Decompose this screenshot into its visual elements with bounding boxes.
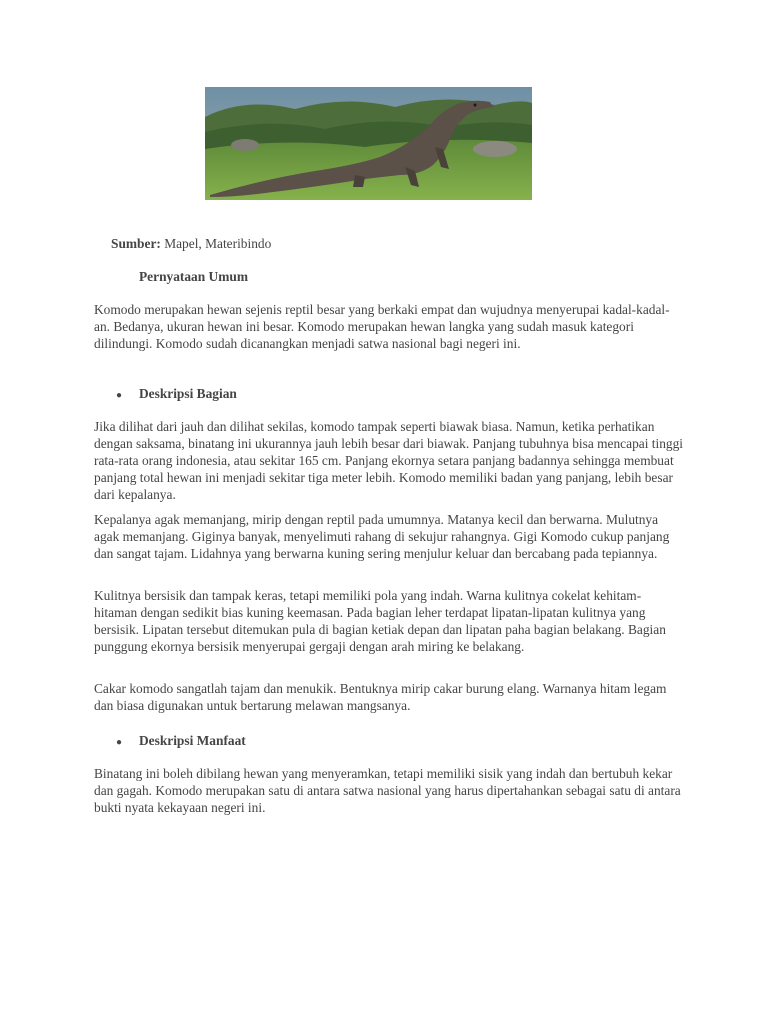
heading-parts: Deskripsi Bagian <box>139 386 237 401</box>
komodo-photo <box>205 87 532 200</box>
paragraph-general-statement: Komodo merupakan hewan sejenis reptil besar yang berkaki empat dan wujudnya menyerupai kadal-kadal-an. Bedanya, ukuran hewan ini besar. Komodo merupakan hewan langka yang sudah masuk kategori dilindungi. Komodo sudah dicanangkan menjadi satwa nasional bagi negeri ini. <box>94 302 670 351</box>
bullet-icon: ● <box>116 737 123 748</box>
bullet-heading-parts <box>116 385 237 404</box>
paragraph-parts-2: Kepalanya agak memanjang, mirip dengan reptil pada umumnya. Matanya kecil dan berwarna. Mulutnya agak memanjang. Giginya banyak, menyelimuti rahang di sekujur rahangnya. Gigi Komodo cukup panjang dan sangat tajam. Lidahnya yang berwarna kuning sering menjulur keluar dan bercabang pada tepiannya. <box>94 512 670 561</box>
source-label: Sumber: <box>111 236 161 251</box>
source-value: Mapel, Materibindo <box>164 236 272 251</box>
image-source <box>111 235 271 252</box>
heading-general-statement: Pernyataan Umum <box>139 269 248 284</box>
bullet-icon: ● <box>116 390 123 401</box>
paragraph-parts-1: Jika dilihat dari jauh dan dilihat sekilas, komodo tampak seperti biawak biasa. Namun, ketika perhatikan dengan saksama, binatang ini ukurannya jauh lebih besar dari biawak. Panjang tubuhnya bisa mencapai tinggi rata-rata orang indonesia, atau sekitar 165 cm. Panjang ekornya setara panjang badannya sehingga membuat panjang total hewan ini menjadi sekitar tiga meter lebih. Komodo memiliki badan yang panjang, lebih besar dari kepalanya. <box>94 419 684 502</box>
paragraph-benefits: Binatang ini boleh dibilang hewan yang menyeramkan, tetapi memiliki sisik yang indah dan bertubuh kekar dan gagah. Komodo merupakan satu di antara satwa nasional yang harus dipertahankan sebagai satu di antara bukti nyata kekayaan negeri ini. <box>94 766 681 815</box>
paragraph-parts-4: Cakar komodo sangatlah tajam dan menukik. Bentuknya mirip cakar burung elang. Warnanya hitam legam dan biasa digunakan untuk bertarung melawan mangsanya. <box>94 681 667 713</box>
heading-benefits: Deskripsi Manfaat <box>139 733 246 748</box>
bullet-heading-benefits <box>116 732 246 751</box>
paragraph-parts-3: Kulitnya bersisik dan tampak keras, tetapi memiliki pola yang indah. Warna kulitnya cokelat kehitam-hitaman dengan sedikit bias kuning keemasan. Pada bagian leher terdapat lipatan-lipatan kulitnya yang bersisik. Lipatan tersebut ditemukan pula di bagian ketiak depan dan lipatan paha bagian belakang. Bagian punggung ekornya bersisik menyerupai gergaji dengan arah miring ke belakang. <box>94 588 666 654</box>
